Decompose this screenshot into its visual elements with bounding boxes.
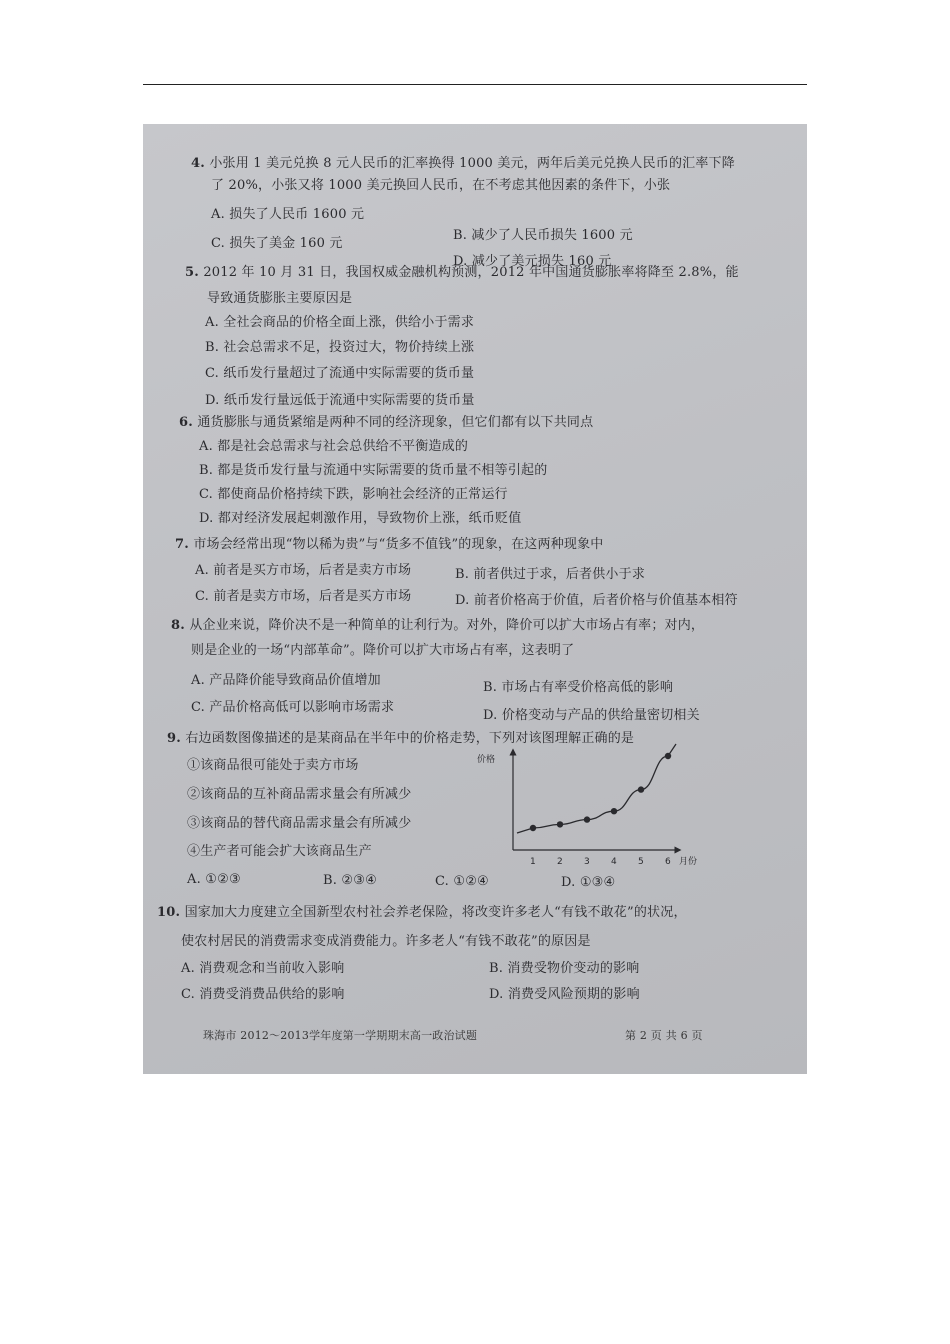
question-5-option-c: C. 纸币发行量超过了流通中实际需要的货币量 xyxy=(205,366,475,381)
question-9-statement-3: ③该商品的替代商品需求量会有所减少 xyxy=(187,816,412,831)
page-footer-title: 珠海市 2012～2013学年度第一学期期末高一政治试题 xyxy=(203,1029,478,1042)
question-6-option-b: B. 都是货币发行量与流通中实际需要的货币量不相等引起的 xyxy=(199,463,548,478)
chart-x-tick-label: 6 xyxy=(665,857,671,867)
question-9-statement-2: ②该商品的互补商品需求量会有所减少 xyxy=(187,787,412,802)
question-7-option-d: D. 前者价格高于价值，后者价格与价值基本相符 xyxy=(455,593,738,608)
question-9-option-a: A. ①②③ xyxy=(187,872,241,887)
question-9-option-b: B. ②③④ xyxy=(323,873,377,888)
question-8-option-c: C. 产品价格高低可以影响市场需求 xyxy=(191,700,395,715)
exam-page-photo xyxy=(143,124,807,1074)
chart-point-2 xyxy=(557,821,563,827)
question-7-option-c: C. 前者是卖方市场，后者是买方市场 xyxy=(195,589,412,604)
question-4-stem-line-2: 了 20%，小张又将 1000 美元换回人民币，在不考虑其他因素的条件下，小张 xyxy=(211,178,671,193)
question-9-option-c: C. ①②④ xyxy=(435,874,489,889)
price-trend-chart xyxy=(473,742,703,872)
question-6-stem: 6. 通货膨胀与通货紧缩是两种不同的经济现象，但它们都有以下共同点 xyxy=(179,415,594,430)
question-4-option-c: C. 损失了美金 160 元 xyxy=(211,236,343,251)
question-10-stem-line-1: 10. 国家加大力度建立全国新型农村社会养老保险，将改变许多老人“有钱不敢花”的状况， xyxy=(157,905,687,920)
question-5-stem-line-2: 导致通货膨胀主要原因是 xyxy=(207,291,353,306)
chart-point-6 xyxy=(665,753,671,759)
question-5-stem-line-1: 5. 2012 年 10 月 31 日，我国权威金融机构预测，2012 年中国通货膨胀率将降至 2.8%，能 xyxy=(185,265,739,280)
question-8-stem-line-1: 8. 从企业来说，降价决不是一种简单的让利行为。对外，降价可以扩大市场占有率；对内， xyxy=(171,618,705,633)
question-6-option-a: A. 都是社会总需求与社会总供给不平衡造成的 xyxy=(199,439,469,454)
question-4-stem-line-1: 4. 小张用 1 美元兑换 8 元人民币的汇率换得 1000 美元，两年后美元兑换人民币的汇率下降 xyxy=(191,156,735,171)
question-9-stem: 9. 右边函数图像描述的是某商品在半年中的价格走势，下列对该图理解正确的是 xyxy=(167,731,635,746)
question-7-option-a: A. 前者是买方市场，后者是卖方市场 xyxy=(195,563,412,578)
chart-point-4 xyxy=(611,808,617,814)
question-10-option-c: C. 消费受消费品供给的影响 xyxy=(181,987,345,1002)
chart-point-3 xyxy=(584,816,590,822)
question-9-statement-1: ①该商品很可能处于卖方市场 xyxy=(187,758,359,773)
question-8-stem-line-2: 则是企业的一场“内部革命”。降价可以扩大市场占有率，这表明了 xyxy=(191,643,575,658)
question-6-option-c: C. 都使商品价格持续下跌，影响社会经济的正常运行 xyxy=(199,487,508,502)
chart-x-tick-label: 4 xyxy=(611,857,617,867)
chart-x-tick-label: 2 xyxy=(557,857,563,867)
question-9-statement-4: ④生产者可能会扩大该商品生产 xyxy=(187,844,372,859)
chart-series-line xyxy=(517,744,676,833)
question-8-option-a: A. 产品降价能导致商品价值增加 xyxy=(191,673,381,688)
chart-x-tick-label: 3 xyxy=(584,857,590,867)
question-8-option-d: D. 价格变动与产品的供给量密切相关 xyxy=(483,708,700,723)
question-5-option-b: B. 社会总需求不足，投资过大，物价持续上涨 xyxy=(205,340,475,355)
question-10-stem-line-2: 使农村居民的消费需求变成消费能力。许多老人“有钱不敢花”的原因是 xyxy=(181,934,591,949)
question-4-option-d: D. 减少了美元损失 160 元 xyxy=(453,254,612,269)
question-4-option-a: A. 损失了人民币 1600 元 xyxy=(211,207,365,222)
question-7-option-b: B. 前者供过于求，后者供小于求 xyxy=(455,567,646,582)
question-4-option-b: B. 减少了人民币损失 1600 元 xyxy=(453,228,633,243)
chart-x-label: 月份 xyxy=(679,857,698,867)
question-10-option-d: D. 消费受风险预期的影响 xyxy=(489,987,640,1002)
question-9-option-d: D. ①③④ xyxy=(561,875,616,890)
question-8-option-b: B. 市场占有率受价格高低的影响 xyxy=(483,680,674,695)
question-5-option-d: D. 纸币发行量远低于流通中实际需要的货币量 xyxy=(205,393,475,408)
top-rule xyxy=(143,84,807,85)
chart-point-1 xyxy=(530,825,536,831)
question-5-option-a: A. 全社会商品的价格全面上涨，供给小于需求 xyxy=(205,315,475,330)
question-10-option-a: A. 消费观念和当前收入影响 xyxy=(181,961,345,976)
chart-y-label: 价格 xyxy=(477,755,496,765)
page-footer-page-number: 第 2 页 共 6 页 xyxy=(625,1029,703,1042)
chart-x-tick-label: 5 xyxy=(638,857,644,867)
chart-point-5 xyxy=(638,786,644,792)
question-7-stem: 7. 市场会经常出现“物以稀为贵”与“货多不值钱”的现象，在这两种现象中 xyxy=(175,537,604,552)
question-6-option-d: D. 都对经济发展起刺激作用，导致物价上涨，纸币贬值 xyxy=(199,511,522,526)
chart-x-tick-label: 1 xyxy=(530,857,536,867)
question-10-option-b: B. 消费受物价变动的影响 xyxy=(489,961,640,976)
